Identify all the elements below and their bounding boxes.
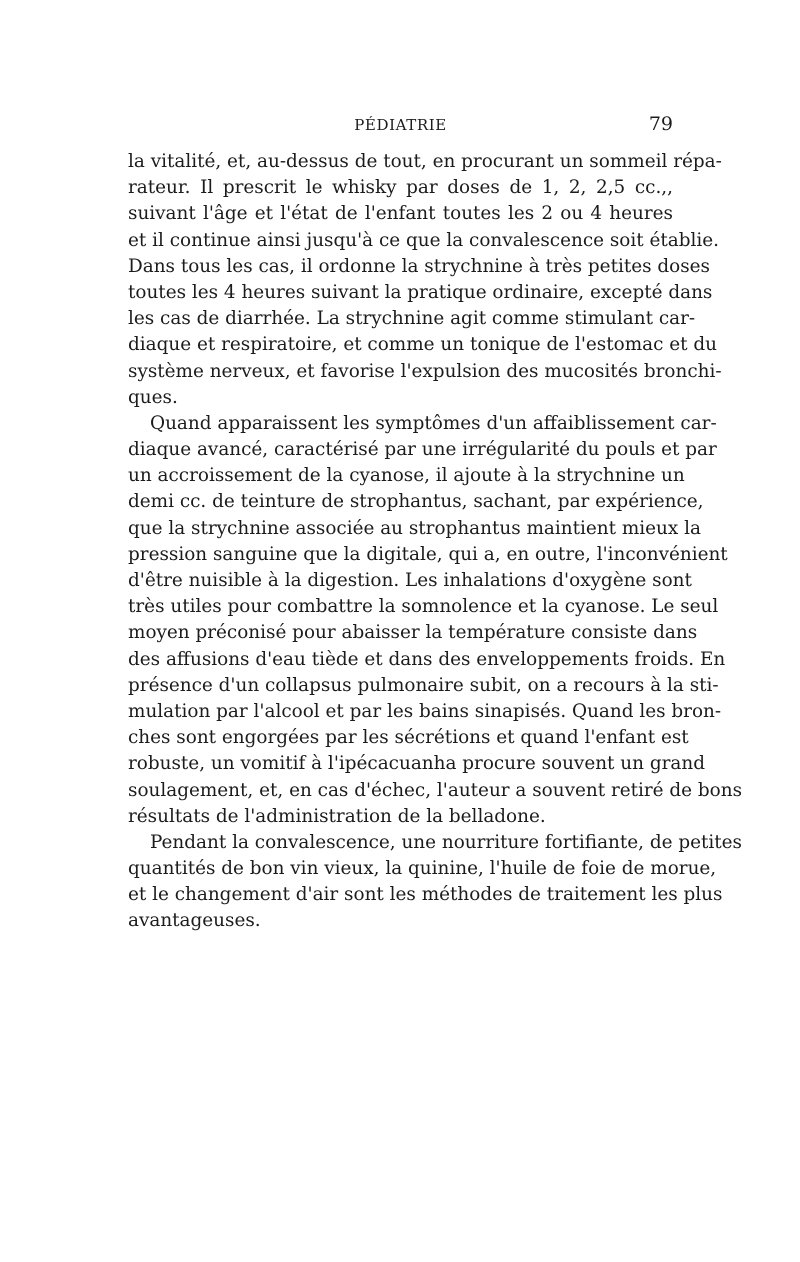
text-line: robuste, un vomitif à l'ipécacuanha procure souvent un grand bbox=[128, 753, 705, 775]
text-line: soulagement, et, en cas d'échec, l'auteur a souvent retiré de bons bbox=[128, 779, 743, 801]
text-line: moyen préconisé pour abaisser la température consiste dans bbox=[128, 622, 698, 644]
running-title: PÉDIATRIE bbox=[354, 116, 447, 134]
text-line: les cas de diarrhée. La strychnine agit comme stimulant car- bbox=[128, 308, 696, 330]
text-line: que la strychnine associée au strophantus maintient mieux la bbox=[128, 517, 701, 539]
text-line: ches sont engorgées par les sécrétions et quand l'enfant est bbox=[128, 727, 689, 749]
text-line: d'être nuisible à la digestion. Les inhalations d'oxygène sont bbox=[128, 570, 692, 591]
text-line: suivant l'âge et l'état de l'enfant toutes les 2 ou 4 heures bbox=[128, 203, 673, 225]
body-text bbox=[128, 149, 743, 935]
running-head bbox=[128, 113, 673, 140]
text-line: un accroissement de la cyanose, il ajoute à la strychnine un bbox=[128, 465, 685, 487]
text-line: résultats de l'administration de la belladone. bbox=[128, 805, 546, 827]
text-line: demi cc. de teinture de strophantus, sachant, par expérience, bbox=[128, 491, 704, 513]
text-line: présence d'un collapsus pulmonaire subit, on a recours à la sti- bbox=[128, 674, 719, 696]
page-number: 79 bbox=[648, 113, 673, 135]
text-line: ques. bbox=[128, 386, 178, 408]
text-line: diaque avancé, caractérisé par une irrégularité du pouls et par bbox=[128, 439, 717, 461]
text-line: Dans tous les cas, il ordonne la strychnine à très petites doses bbox=[128, 255, 710, 277]
text-line: rateur. Il prescrit le whisky par doses de 1, 2, 2,5 cc.,, bbox=[128, 177, 673, 199]
text-line: quantités de bon vin vieux, la quinine, l'huile de foie de morue, bbox=[128, 858, 717, 880]
text-line: la vitalité, et, au-dessus de tout, en procurant un sommeil répa- bbox=[128, 151, 722, 172]
text-line: avantageuses. bbox=[128, 910, 261, 932]
text-line: mulation par l'alcool et par les bains sinapisés. Quand les bron- bbox=[128, 700, 722, 722]
text-line: et il continue ainsi jusqu'à ce que la convalescence soit établie. bbox=[128, 229, 719, 251]
text-line: Pendant la convalescence, une nourriture fortifiante, de petites bbox=[150, 831, 742, 853]
text-line: Quand apparaissent les symptômes d'un affaiblissement car- bbox=[150, 412, 717, 434]
text-line: très utiles pour combattre la somnolence et la cyanose. Le seul bbox=[128, 596, 719, 618]
text-line: des affusions d'eau tiède et dans des enveloppements froids. En bbox=[128, 648, 726, 670]
text-line: pression sanguine que la digitale, qui a, en outre, l'inconvénient bbox=[128, 543, 728, 565]
text-line: toutes les 4 heures suivant la pratique ordinaire, excepté dans bbox=[128, 281, 713, 303]
text-line: diaque et respiratoire, et comme un tonique de l'estomac et du bbox=[128, 334, 717, 356]
text-line: système nerveux, et favorise l'expulsion des mucosités bronchi- bbox=[128, 360, 722, 382]
text-line: et le changement d'air sont les méthodes de traitement les plus bbox=[128, 884, 723, 906]
